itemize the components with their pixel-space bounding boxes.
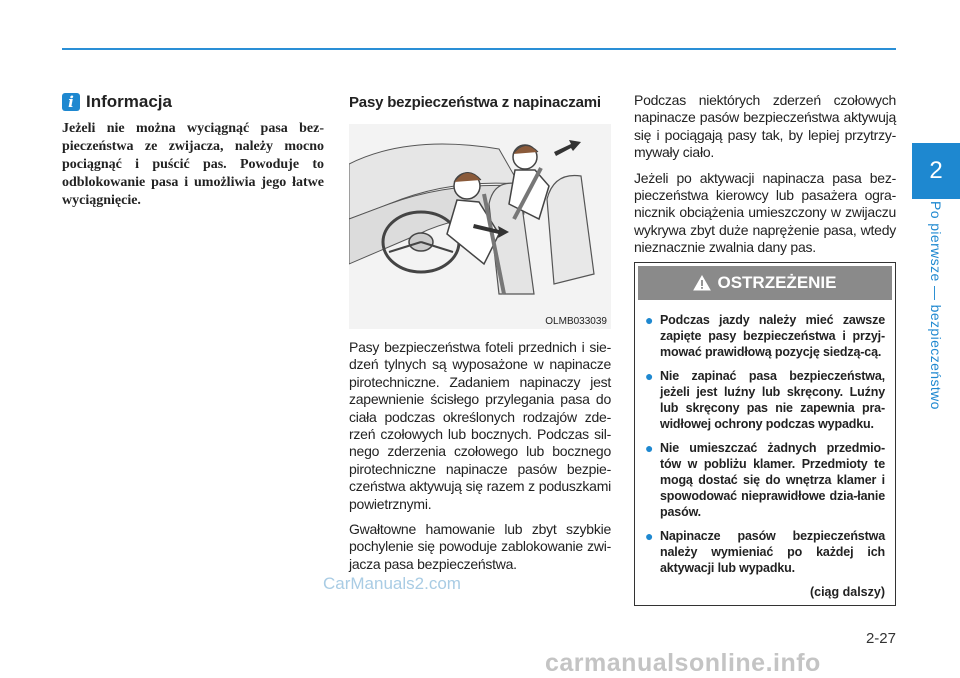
warning-list (645, 312, 885, 576)
page-number: 2-27 (865, 630, 896, 647)
info-icon: i (62, 93, 80, 111)
bullet-icon: ● (645, 440, 654, 456)
warning-item (645, 312, 885, 360)
warning-item-text: Podczas jazdy należy mieć zawsze zapięte pasy bezpieczeństwa i przyj-mować prawidłową pozycję siedzą-cą. (660, 313, 885, 359)
section-title: Pasy bezpieczeństwa z napinaczami (349, 94, 601, 111)
warning-item (645, 440, 885, 520)
warning-item-text: Nie umieszczać żadnych przedmio-tów w pobliżu klamer. Przedmioty te mogą dostać się do wnętrza klamer i spowodować nieprawidłowe dzia-łanie pasów. (660, 441, 885, 519)
chapter-title-text: Po pierwsze — bezpieczeństwo (928, 200, 944, 410)
col3-paragraph-2: Jeżeli po aktywacji napinacza pasa bez-pieczeństwa kierowcy lub pasażera ogra-nicznik obciążenia umieszczony w zwijaczu wykrywa zbyt duże naprężenie pasa, wtedy nieznacznie zwalnia dany pas. (634, 169, 896, 256)
chapter-tab[interactable] (912, 143, 960, 199)
warning-box (634, 262, 896, 606)
col3-paragraph-1: Podczas niektórych zderzeń czołowych napinacze pasów bezpieczeństwa aktywują się i pociągają pasy tak, by lepiej przytrzy-mywały ciało. (634, 92, 896, 161)
warning-header (638, 266, 892, 300)
section-paragraph-1: Pasy bezpieczeństwa foteli przednich i sie-dzeń tylnych są wyposażone w napinacze pirotechniczne. Zadaniem napinaczy jest zapewnienie ścisłego przylegania pasa do ciała podczas określonych rodzajów zde-rzeń czołowych lub bocznych. Podczas sil-nego zderzenia czołowego lub bocznego pirotechniczne napinacze pasów bezpie-czeństwa aktywują się razem z poduszkami powietrznymi. (349, 339, 611, 512)
info-title: Informacja (86, 92, 172, 111)
warning-item-text: Nie zapinać pasa bezpieczeństwa, jeżeli jest luźny lub skręcony. Luźny lub skręcony pas nie zapewnia pra-widłowej ochrony podczas wypadku. (660, 369, 885, 431)
watermark-carmanualsonline[interactable]: carmanualsonline.info (545, 649, 821, 677)
continued-label: (ciąg dalszy) (809, 585, 885, 599)
chapter-side-title (912, 200, 960, 410)
top-rule (62, 48, 896, 50)
warning-item (645, 528, 885, 576)
section-paragraph-2: Gwałtowne hamowanie lub zbyt szybkie pochylenie się powoduje zablokowanie zwi-jacza pasa bezpieczeństwa. (349, 521, 611, 572)
info-header (62, 92, 324, 112)
bullet-icon: ● (645, 528, 654, 544)
bullet-icon: ● (645, 312, 654, 328)
col3-text (634, 92, 896, 265)
warning-triangle-icon (693, 275, 711, 291)
warning-item (645, 368, 885, 432)
warning-title: OSTRZEŻENIE (717, 273, 837, 292)
info-section (62, 92, 324, 210)
seatbelt-illustration (349, 124, 611, 329)
chapter-number: 2 (929, 157, 943, 184)
bullet-icon: ● (645, 368, 654, 384)
figure-code: OLMB033039 (545, 316, 607, 327)
car-interior-drawing (349, 124, 611, 329)
info-text: Jeżeli nie można wyciągnąć pasa bez-pieczeństwa ze zwijacza, należy mocno pociągnąć i puścić pas. Powoduje to odblokowanie pasa i umożliwia jego łatwe wyciągnięcie. (62, 121, 324, 208)
watermark-carmanuals2[interactable]: CarManuals2.com (323, 574, 461, 593)
pretensioner-section (349, 92, 611, 581)
warning-item-text: Napinacze pasów bezpieczeństwa należy wymieniać po każdej ich aktywacji lub wypadku. (660, 529, 885, 575)
